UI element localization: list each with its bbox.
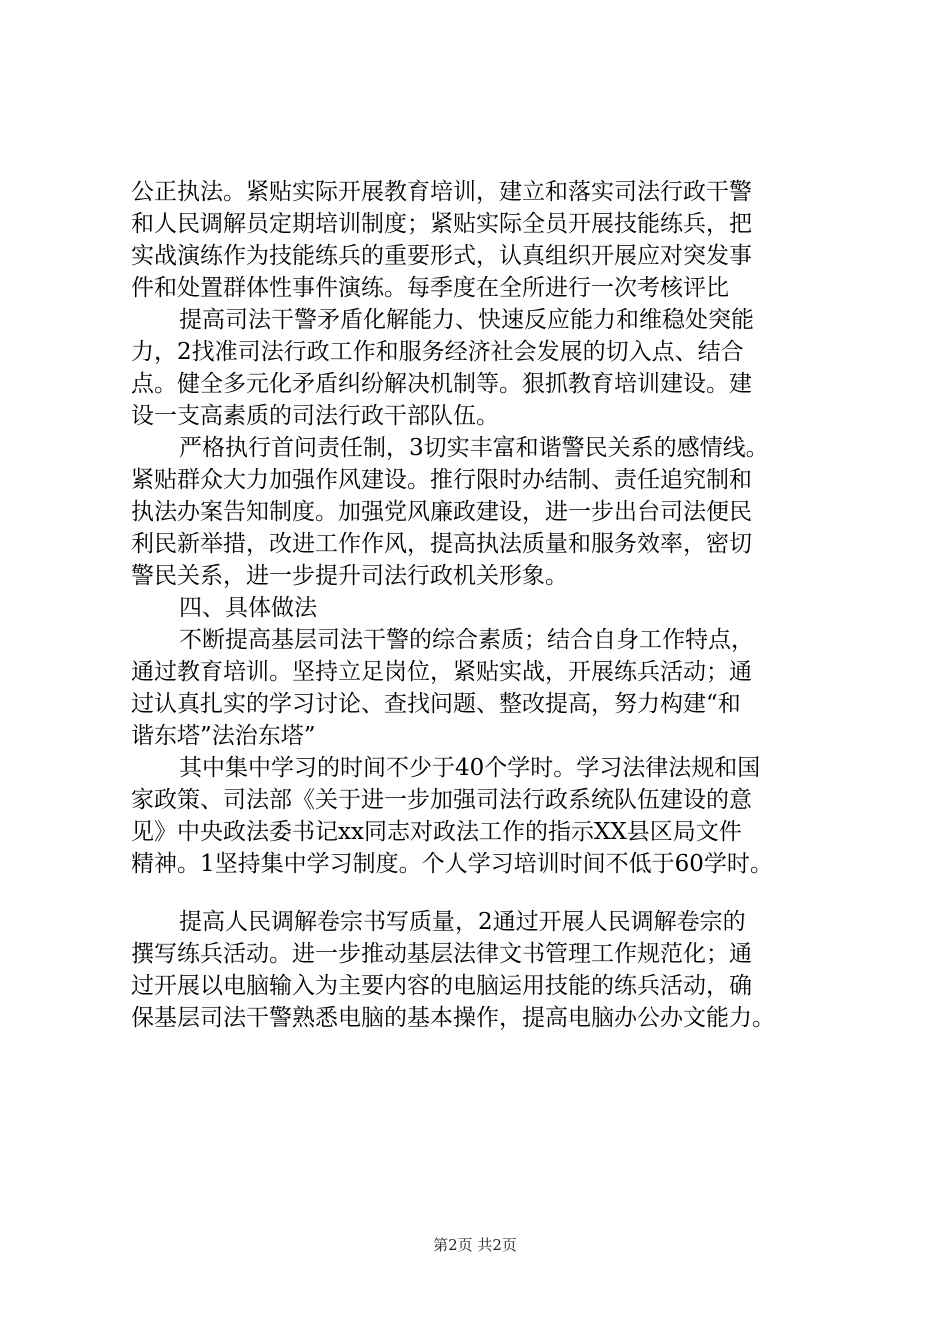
text-line: 件和处置群体性事件演练。每季度在全所进行一次考核评比	[131, 275, 729, 301]
text-line: 提高人民调解卷宗书写质量，2通过开展人民调解卷宗的	[179, 909, 746, 935]
paragraph-1	[131, 176, 836, 304]
text-line: 谐东塔”法治东塔”	[131, 723, 316, 749]
text-line: 点。健全多元化矛盾纠纷解决机制等。狠抓教育培训建设。建	[131, 371, 752, 397]
text-line: 提高司法干警矛盾化解能力、快速反应能力和维稳处突能	[179, 307, 754, 333]
text-line: 见》中央政法委书记xx同志对政法工作的指示XX县区局文件	[131, 819, 742, 845]
text-line: 力，2找准司法行政工作和服务经济社会发展的切入点、结合	[131, 339, 744, 365]
text-line: 实战演练作为技能练兵的重要形式，认真组织开展应对突发事	[131, 243, 752, 269]
text-line: 执法办案告知制度。加强党风廉政建设，进一步出台司法便民	[131, 499, 752, 525]
text-line: 家政策、司法部《关于进一步加强司法行政系统队伍建设的意	[131, 787, 752, 813]
section-heading	[131, 592, 836, 624]
paragraph-4	[131, 624, 836, 752]
paragraph-3	[131, 432, 836, 592]
text-line: 精神。1坚持集中学习制度。个人学习培训时间不低于60学时。	[131, 851, 773, 877]
text-line: 通过教育培训。坚持立足岗位，紧贴实战，开展练兵活动；通	[131, 659, 752, 685]
paragraph-gap	[131, 880, 836, 906]
text-line: 撰写练兵活动。进一步推动基层法律文书管理工作规范化；通	[131, 941, 752, 967]
paragraph-2	[131, 304, 836, 432]
document-body	[131, 176, 836, 1034]
paragraph-5	[131, 752, 836, 880]
text-line: 严格执行首问责任制，3切实丰富和谐警民关系的感情线。	[179, 435, 769, 461]
paragraph-6	[131, 906, 836, 1034]
page-footer: 第2页 共2页	[433, 1236, 517, 1254]
text-line: 利民新举措，改进工作作风，提高执法质量和服务效率，密切	[131, 531, 752, 557]
text-line: 紧贴群众大力加强作风建设。推行限时办结制、责任追究制和	[131, 467, 752, 493]
heading-line: 四、具体做法	[179, 595, 317, 621]
text-line: 其中集中学习的时间不少于40个学时。学习法律法规和国	[179, 755, 761, 781]
text-line: 警民关系，进一步提升司法行政机关形象。	[131, 563, 568, 589]
text-line: 过开展以电脑输入为主要内容的电脑运用技能的练兵活动，确	[131, 973, 752, 999]
text-line: 设一支高素质的司法行政干部队伍。	[131, 403, 499, 429]
text-line: 和人民调解员定期培训制度；紧贴实际全员开展技能练兵，把	[131, 211, 752, 237]
text-line: 公正执法。紧贴实际开展教育培训，建立和落实司法行政干警	[131, 179, 752, 205]
text-line: 不断提高基层司法干警的综合素质；结合自身工作特点，	[179, 627, 754, 653]
text-line: 保基层司法干警熟悉电脑的基本操作，提高电脑办公办文能力。	[131, 1005, 775, 1031]
text-line: 过认真扎实的学习讨论、查找问题、整改提高，努力构建“和	[131, 691, 741, 717]
